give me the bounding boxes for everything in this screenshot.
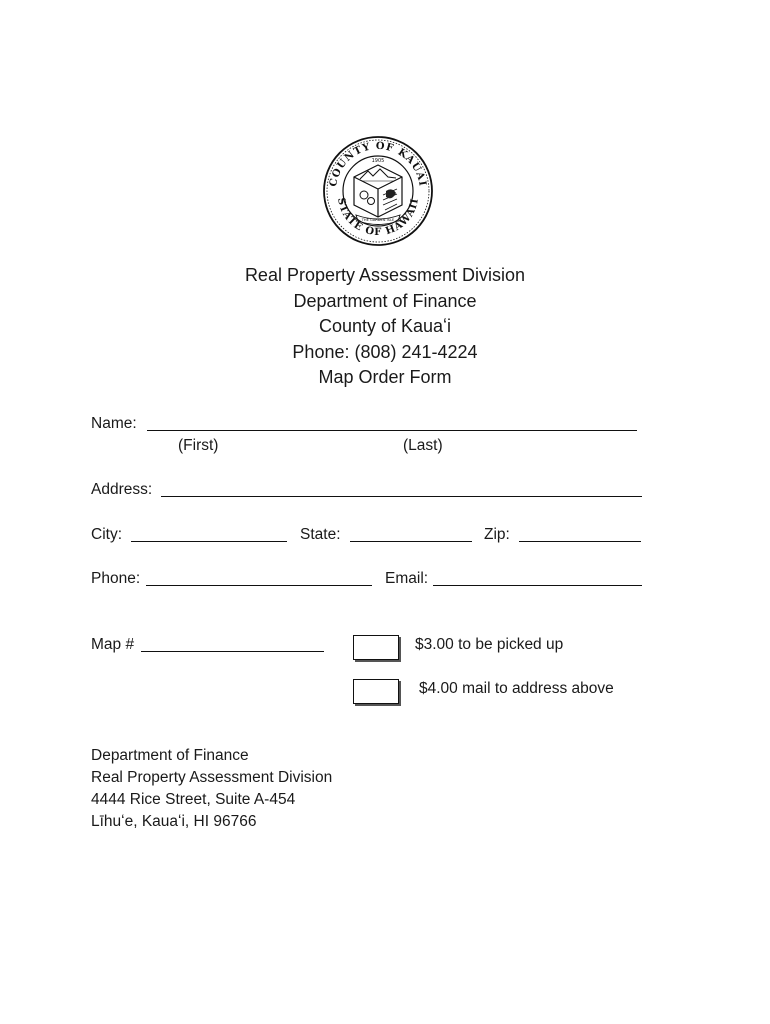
form-title: Map Order Form <box>318 367 452 387</box>
footer-division: Real Property Assessment Division <box>91 769 333 786</box>
mailing-address <box>91 745 332 833</box>
city-label: City: <box>91 526 122 543</box>
email-field[interactable] <box>433 585 642 586</box>
map-number-label: Map # <box>91 636 135 653</box>
footer-street: 4444 Rice Street, Suite A-454 <box>91 791 296 808</box>
seal-year: 1905 <box>371 158 385 164</box>
footer-city: Līhuʻe, Kauaʻi, HI 96766 <box>91 813 257 830</box>
division-title: Real Property Assessment Division <box>244 265 526 285</box>
first-name-label: (First) <box>178 437 219 454</box>
phone-label: Phone: <box>91 570 141 587</box>
form-header <box>0 263 770 391</box>
pickup-checkbox[interactable] <box>353 635 399 660</box>
seal-top-text: COUNTY OF KAUAI <box>328 140 428 188</box>
last-name-label: (Last) <box>403 437 443 454</box>
county-seal-logo <box>322 135 434 247</box>
state-label: State: <box>300 526 341 543</box>
seal-banner: THE GARDEN ISLE <box>361 218 395 222</box>
zip-field[interactable] <box>519 541 641 542</box>
email-label: Email: <box>385 570 429 587</box>
mail-checkbox[interactable] <box>353 679 399 704</box>
mail-option-label: $4.00 mail to address above <box>419 680 614 697</box>
name-field[interactable] <box>147 430 637 431</box>
address-field[interactable] <box>161 496 642 497</box>
address-label: Address: <box>91 481 153 498</box>
pickup-option-label: $3.00 to be picked up <box>415 636 564 653</box>
state-field[interactable] <box>350 541 472 542</box>
map-number-field[interactable] <box>141 651 324 652</box>
svg-text:COUNTY OF KAUAI <box>328 141 428 188</box>
county-title: County of Kauaʻi <box>318 316 452 336</box>
seal-bottom-text: STATE OF HAWAII <box>334 196 421 239</box>
name-label: Name: <box>91 415 137 432</box>
zip-label: Zip: <box>484 526 510 543</box>
department-title: Department of Finance <box>293 290 477 311</box>
phone-field[interactable] <box>146 585 372 586</box>
footer-department: Department of Finance <box>91 747 249 764</box>
phone-number: Phone: (808) 241-4224 <box>292 341 478 362</box>
city-field[interactable] <box>131 541 287 542</box>
